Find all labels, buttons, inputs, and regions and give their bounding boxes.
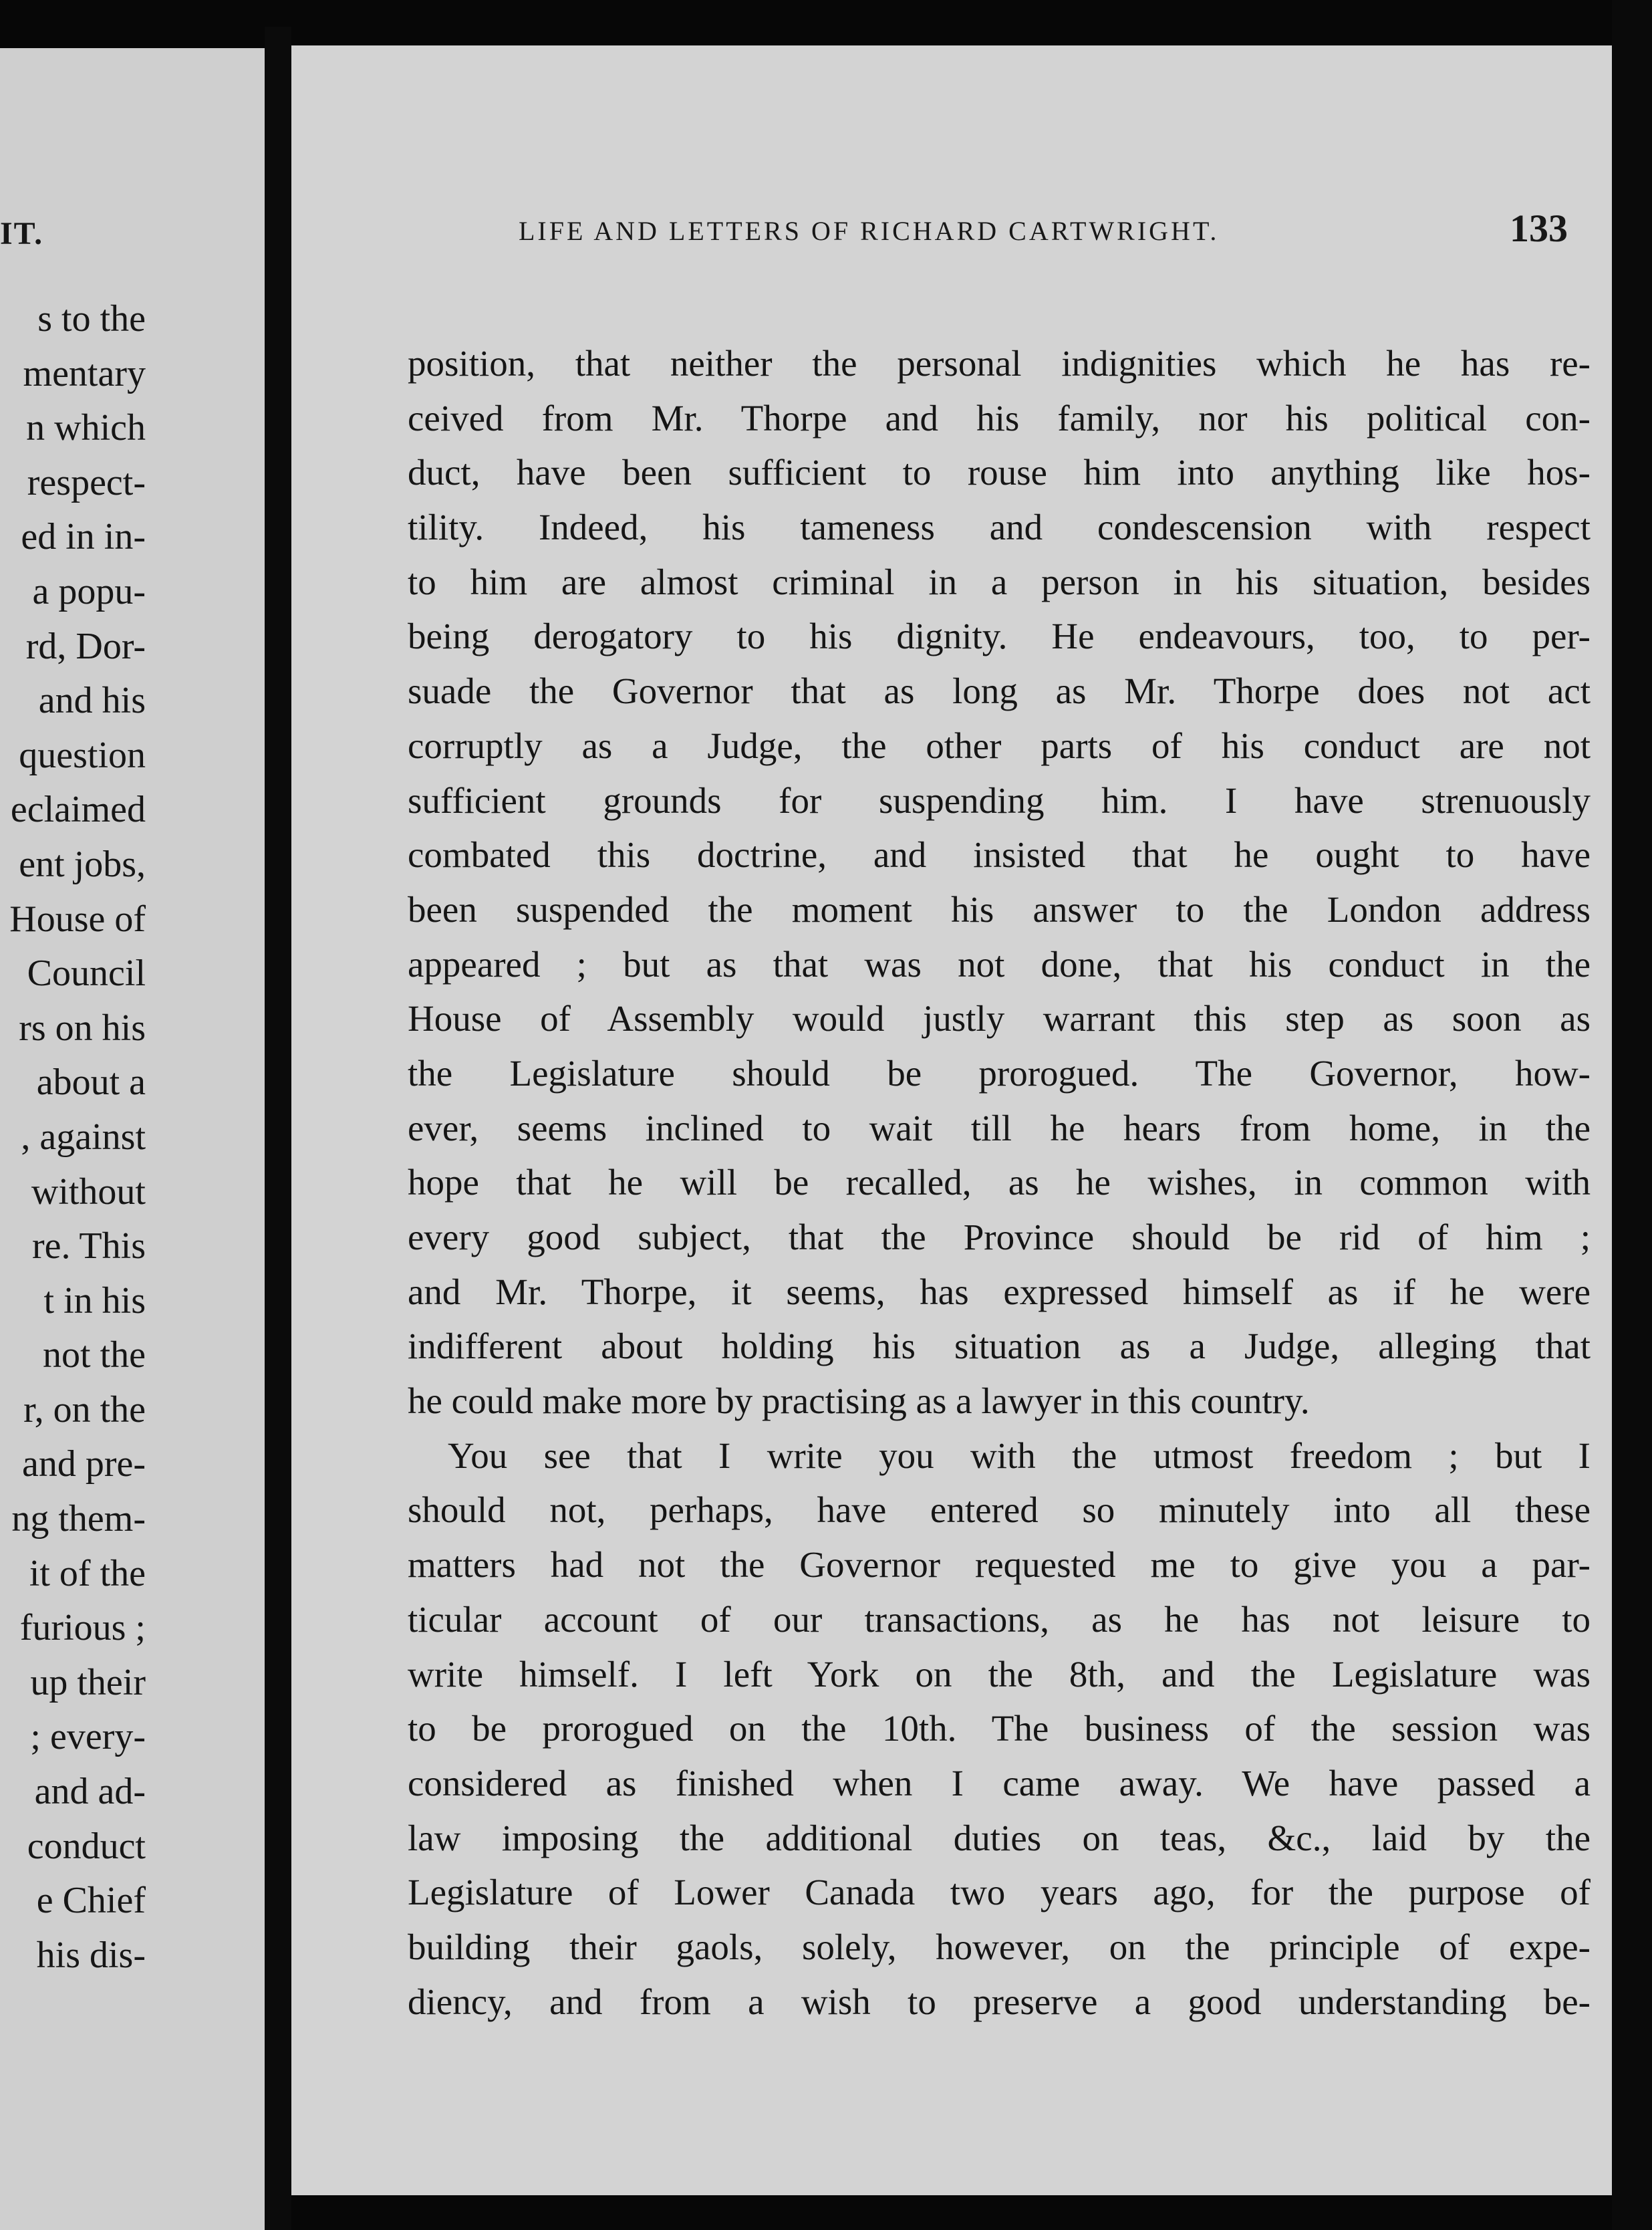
- text-line: write himself. I left York on the 8th, and the Legislature was: [408, 1653, 1591, 1695]
- text-line: ng them-: [11, 1498, 146, 1540]
- text-line: and ad-: [34, 1771, 146, 1813]
- text-line: mentary: [23, 352, 146, 394]
- text-line: to him are almost criminal in a person in his situation, besides: [408, 561, 1591, 602]
- text-line: it of the: [29, 1552, 146, 1594]
- text-line: combated this doctrine, and insisted that he ought to have: [408, 834, 1591, 876]
- text-line: furious ;: [19, 1607, 146, 1649]
- text-line: House of: [9, 898, 146, 940]
- text-line: should not, perhaps, have entered so minutely into all these: [408, 1489, 1591, 1531]
- text-line: without: [31, 1170, 146, 1213]
- text-line: about a: [36, 1062, 146, 1104]
- text-line: respect-: [27, 461, 146, 503]
- left-running-header-fragment: IT.: [0, 216, 44, 251]
- text-line: rd, Dor-: [25, 625, 146, 667]
- book-gutter: [265, 27, 291, 2230]
- text-line: t in his: [43, 1279, 146, 1322]
- text-line: eclaimed: [10, 789, 146, 831]
- text-line: rs on his: [19, 1007, 146, 1049]
- text-line: You see that I write you with the utmost freedom ; but I: [448, 1435, 1591, 1476]
- text-line: matters had not the Governor requested me to give you a par-: [408, 1544, 1591, 1586]
- text-line: he could make more by practising as a lawyer in this country.: [408, 1380, 1310, 1422]
- text-line: appeared ; but as that was not done, that his conduct in the: [408, 943, 1591, 985]
- text-line: duct, have been sufficient to rouse him into anything like hos-: [408, 452, 1591, 493]
- text-line: his dis-: [36, 1934, 146, 1976]
- text-line: diency, and from a wish to preserve a good understanding be-: [408, 1981, 1591, 2022]
- text-line: up their: [30, 1661, 146, 1703]
- text-line: sufficient grounds for suspending him. I have strenuously: [408, 779, 1591, 821]
- text-line: e Chief: [36, 1880, 146, 1922]
- text-line: every good subject, that the Province should be rid of him ;: [408, 1217, 1591, 1257]
- text-line: question: [19, 734, 146, 776]
- text-line: conduct: [27, 1825, 146, 1867]
- running-title: LIFE AND LETTERS OF RICHARD CARTWRIGHT.: [519, 216, 1220, 246]
- text-line: the Legislature should be prorogued. The Governor, how-: [408, 1052, 1591, 1094]
- text-line: considered as finished when I came away. We have passed a: [408, 1762, 1591, 1804]
- page-number: 133: [1510, 207, 1568, 250]
- text-line: ever, seems inclined to wait till he hears from home, in the: [408, 1107, 1591, 1148]
- text-line: a popu-: [32, 570, 146, 612]
- text-line: s to the: [37, 298, 146, 340]
- text-line: and Mr. Thorpe, it seems, has expressed himself as if he were: [408, 1271, 1591, 1312]
- left-page-text: [9, 292, 146, 1983]
- right-page: [291, 45, 1612, 2195]
- text-line: suade the Governor that as long as Mr. Thorpe does not act: [408, 670, 1591, 712]
- text-line: ceived from Mr. Thorpe and his family, nor his political con-: [408, 397, 1591, 439]
- text-line: ed in in-: [21, 516, 146, 558]
- text-line: position, that neither the personal indignities which he has re-: [408, 343, 1591, 384]
- text-line: corruptly as a Judge, the other parts of his conduct are not: [408, 725, 1591, 766]
- text-line: Legislature of Lower Canada two years ago, for the purpose of: [408, 1872, 1591, 1913]
- scan-edge: [1612, 0, 1652, 2230]
- text-line: building their gaols, solely, however, on the principle of expe-: [408, 1926, 1591, 1967]
- text-line: not the: [43, 1334, 146, 1376]
- text-line: n which: [26, 407, 146, 449]
- body-text: [408, 336, 1591, 2029]
- text-line: to be prorogued on the 10th. The business of the session was: [408, 1708, 1591, 1749]
- text-line: tility. Indeed, his tameness and condescension with respect: [408, 507, 1591, 548]
- running-header: [519, 206, 1568, 259]
- text-line: and his: [38, 680, 146, 722]
- text-line: law imposing the additional duties on teas, &c., laid by the: [408, 1817, 1591, 1858]
- text-line: ; every-: [30, 1716, 146, 1758]
- left-facing-page: [0, 48, 265, 2230]
- text-line: and pre-: [21, 1443, 146, 1485]
- text-line: ent jobs,: [19, 843, 146, 885]
- text-line: been suspended the moment his answer to the London address: [408, 888, 1591, 930]
- text-line: being derogatory to his dignity. He endeavours, too, to per-: [408, 616, 1591, 657]
- text-line: Council: [27, 953, 146, 995]
- text-line: r, on the: [23, 1388, 146, 1431]
- text-line: re. This: [31, 1225, 146, 1267]
- text-line: , against: [21, 1116, 146, 1158]
- text-line: hope that he will be recalled, as he wishes, in common with: [408, 1162, 1591, 1203]
- text-line: ticular account of our transactions, as he has not leisure to: [408, 1598, 1591, 1640]
- text-line: House of Assembly would justly warrant this step as soon as: [408, 998, 1591, 1039]
- text-line: indifferent about holding his situation as a Judge, alleging that: [408, 1326, 1591, 1367]
